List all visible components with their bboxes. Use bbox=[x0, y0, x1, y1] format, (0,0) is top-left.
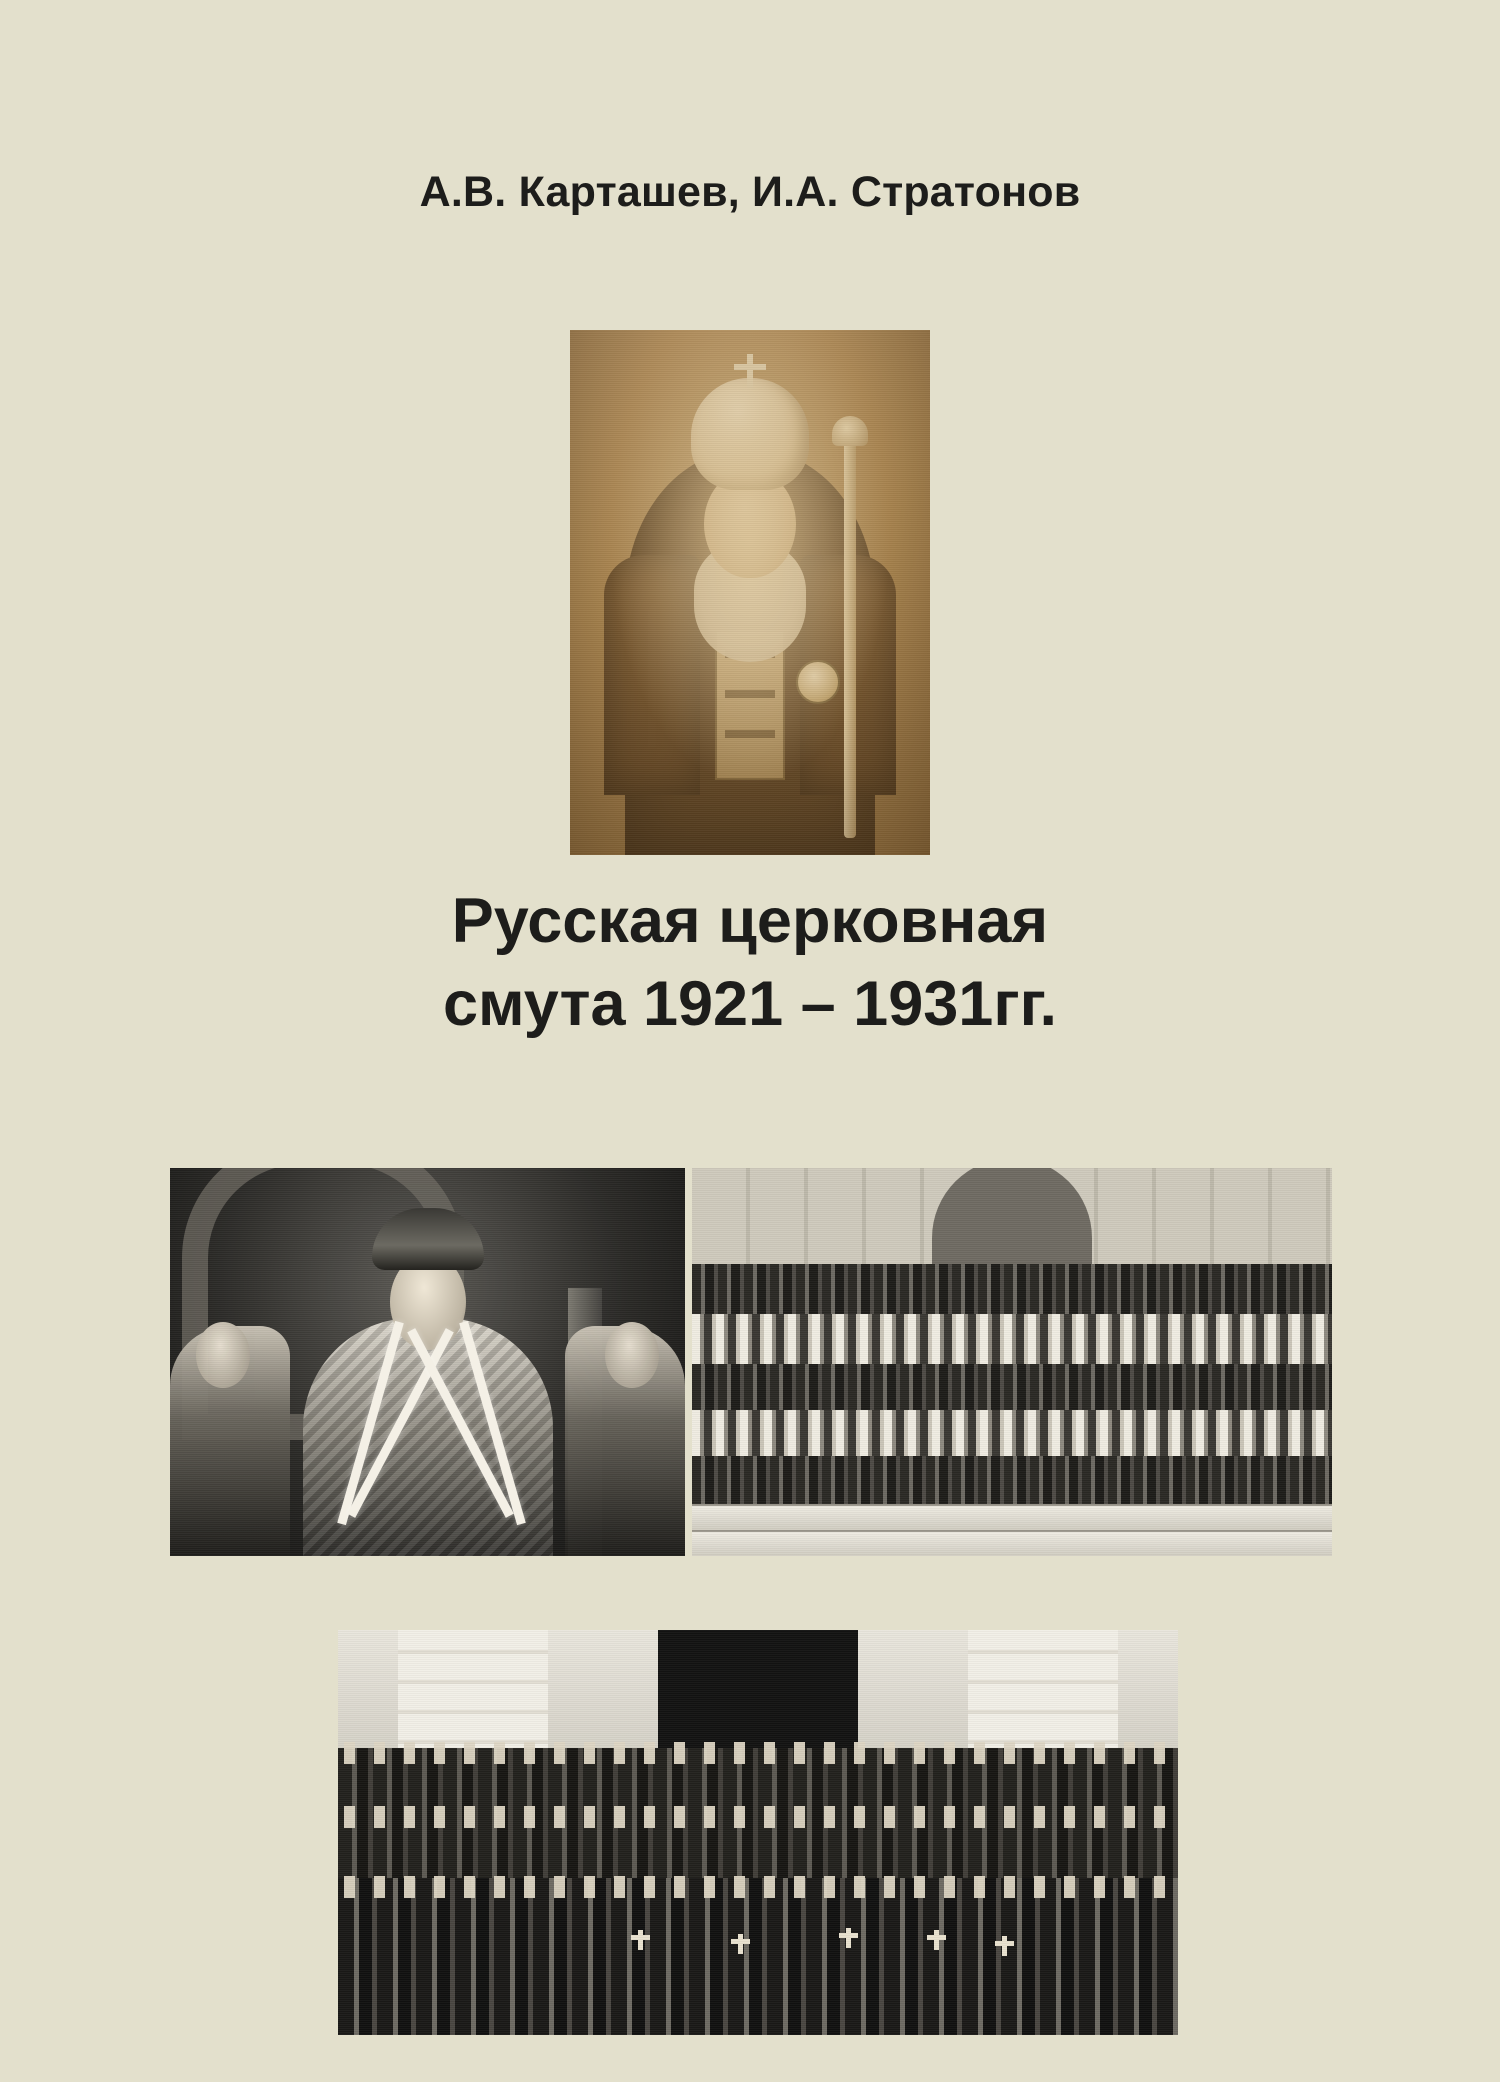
title-line-2: смута 1921 – 1931гг. bbox=[442, 969, 1058, 1040]
pectoral-cross-icon bbox=[738, 1934, 743, 1954]
photo-c-face-row bbox=[338, 1876, 1178, 1898]
photo-b-portal bbox=[932, 1168, 1092, 1278]
photo-crowd-on-cathedral-steps bbox=[692, 1168, 1332, 1556]
portrait-patriarch bbox=[570, 330, 930, 855]
pectoral-cross-icon bbox=[1002, 1936, 1007, 1956]
photo-b-step bbox=[692, 1530, 1332, 1556]
pectoral-cross-icon bbox=[934, 1930, 939, 1950]
pectoral-cross-icon bbox=[638, 1930, 643, 1950]
photo-a-attendant-head bbox=[605, 1322, 659, 1388]
photo-a-attendant-head bbox=[196, 1322, 250, 1388]
photo-bishop-with-candles bbox=[170, 1168, 685, 1556]
photo-c-face-row bbox=[338, 1742, 1178, 1764]
title-line-1: Русская церковная bbox=[451, 886, 1049, 956]
photo-clergy-group-portrait bbox=[338, 1630, 1178, 2035]
photo-a-attendant-left bbox=[170, 1326, 290, 1556]
portrait-vignette bbox=[570, 330, 930, 855]
authors-line: А.В. Карташев, И.А. Стратонов bbox=[419, 168, 1081, 216]
pectoral-cross-icon bbox=[846, 1928, 851, 1948]
photo-c-front-row bbox=[338, 1878, 1178, 2035]
page-title bbox=[0, 880, 1500, 1046]
photo-a-attendant-right bbox=[565, 1326, 685, 1556]
photo-c-face-row bbox=[338, 1806, 1178, 1828]
